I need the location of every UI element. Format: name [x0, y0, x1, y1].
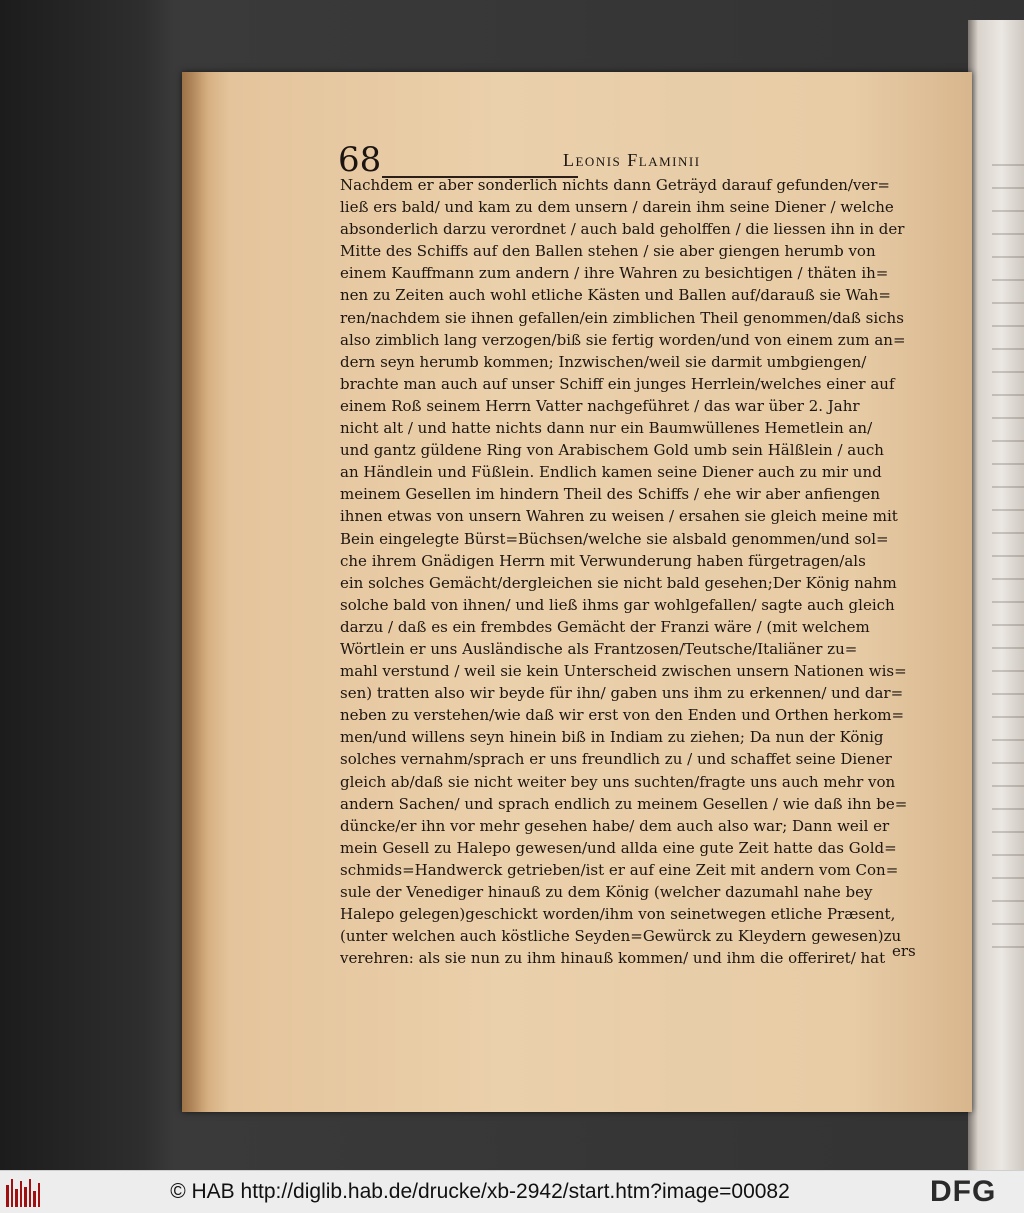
text-line: Mitte des Schiffs auf den Ballen stehen / sie aber giengen herumb von	[340, 242, 876, 261]
catchword: ers	[892, 942, 916, 960]
text-line: und gantz güldene Ring von Arabischem Gold umb sein Hälßlein / auch	[340, 441, 884, 460]
text-line: nicht alt / und hatte nichts dann nur ein Baumwüllenes Hemetlein an/	[340, 419, 873, 438]
text-line: gleich ab/daß sie nicht weiter bey uns suchten/fragte uns auch mehr von	[340, 772, 896, 791]
text-line: andern Sachen/ und sprach endlich zu meinem Gesellen / wie daß ihn be=	[340, 794, 908, 813]
text-line: mein Gesell zu Halepo gewesen/und allda eine gute Zeit hatte das Gold=	[340, 838, 897, 857]
text-line: absonderlich darzu verordnet / auch bald geholffen / die liessen ihn in der	[340, 220, 905, 239]
dfg-logo[interactable]: DFG	[930, 1175, 997, 1208]
text-line: düncke/er ihn vor mehr gesehen habe/ dem auch also war; Dann weil er	[340, 816, 890, 835]
text-line: einem Kauffmann zum andern / ihre Wahren zu besichtigen / thäten ih=	[340, 264, 889, 283]
running-head: Leonis Flaminii	[563, 150, 701, 170]
text-line: ren/nachdem sie ihnen gefallen/ein zimblichen Theil genommen/daß sichs	[340, 308, 904, 327]
text-line: solches vernahm/sprach er uns freundlich zu / und schaffet seine Diener	[340, 750, 892, 769]
text-line: einem Roß seinem Herrn Vatter nachgeführet / das war über 2. Jahr	[340, 396, 860, 415]
footer-bar	[0, 1170, 1024, 1213]
text-line: che ihrem Gnädigen Herrn mit Verwunderung haben fürgetragen/als	[340, 551, 866, 570]
text-line: solche bald von ihnen/ und ließ ihms gar wohlgefallen/ sagte auch gleich	[340, 595, 895, 614]
text-line: neben zu verstehen/wie daß wir erst von den Enden und Orthen herkom=	[340, 706, 905, 725]
text-line: Halepo gelegen)geschickt worden/ihm von seinetwegen etliche Præsent,	[340, 905, 896, 924]
text-line: darzu / daß es ein frembdes Gemächt der Franzi wäre / (mit welchem	[340, 617, 870, 636]
text-line: Bein eingelegte Bürst=Büchsen/welche sie alsbald genommen/und sol=	[340, 529, 889, 548]
text-line: (unter welchen auch köstliche Seyden=Gewürck zu Kleydern gewesen)zu	[340, 927, 902, 946]
text-line: nen zu Zeiten auch wohl etliche Kästen und Ballen auf/darauß sie Wah=	[340, 286, 891, 305]
text-line: mahl verstund / weil sie kein Unterscheid zwischen unsern Nationen wis=	[340, 662, 907, 681]
text-line: ihnen etwas von unsern Wahren zu weisen / ersahen sie gleich meine mit	[340, 507, 898, 526]
text-line: Nachdem er aber sonderlich nichts dann Geträyd darauf gefunden/ver=	[340, 176, 891, 194]
text-line: meinem Gesellen im hindern Theil des Schiffs / ehe wir aber anfiengen	[340, 485, 881, 504]
text-line: also zimblich lang verzogen/biß sie fertig worden/und von einem zum an=	[340, 330, 906, 349]
text-line: Wörtlein er uns Ausländische als Frantzosen/Teutsche/Italiäner zu=	[340, 639, 858, 658]
text-line: ein solches Gemächt/dergleichen sie nicht bald gesehen;Der König nahm	[340, 573, 897, 592]
text-line: sen) tratten also wir beyde für ihn/ gaben uns ihm zu erkennen/ und dar=	[340, 684, 904, 703]
text-line: dern seyn herumb kommen; Inzwischen/weil sie darmit umbgiengen/	[340, 352, 867, 371]
page-number: 68	[338, 140, 382, 180]
text-line: verehren: als sie nun zu ihm hinauß kommen/ und ihm die offeriret/ hat	[340, 949, 886, 968]
text-line: brachte man auch auf unser Schiff ein junges Herrlein/welches einer auf	[340, 374, 895, 393]
footer-credit-link[interactable]: © HAB http://diglib.hab.de/drucke/xb-2942/start.htm?image=00082	[170, 1180, 790, 1203]
hab-barcode-logo-icon[interactable]	[6, 1177, 40, 1207]
text-line: men/und willens seyn hinein biß in Indiam zu ziehen; Da nun der König	[340, 728, 884, 747]
text-line: schmids=Handwerck getrieben/ist er auf eine Zeit mit andern vom Con=	[340, 860, 899, 879]
text-line: ließ ers bald/ und kam zu dem unsern / darein ihm seine Diener / welche	[340, 198, 894, 217]
facing-page-text-glimpse	[992, 150, 1024, 950]
text-line: sule der Venediger hinauß zu dem König (welcher dazumahl nahe bey	[340, 883, 873, 901]
text-line: an Händlein und Füßlein. Endlich kamen seine Diener auch zu mir und	[340, 463, 882, 482]
body-text	[340, 174, 932, 969]
